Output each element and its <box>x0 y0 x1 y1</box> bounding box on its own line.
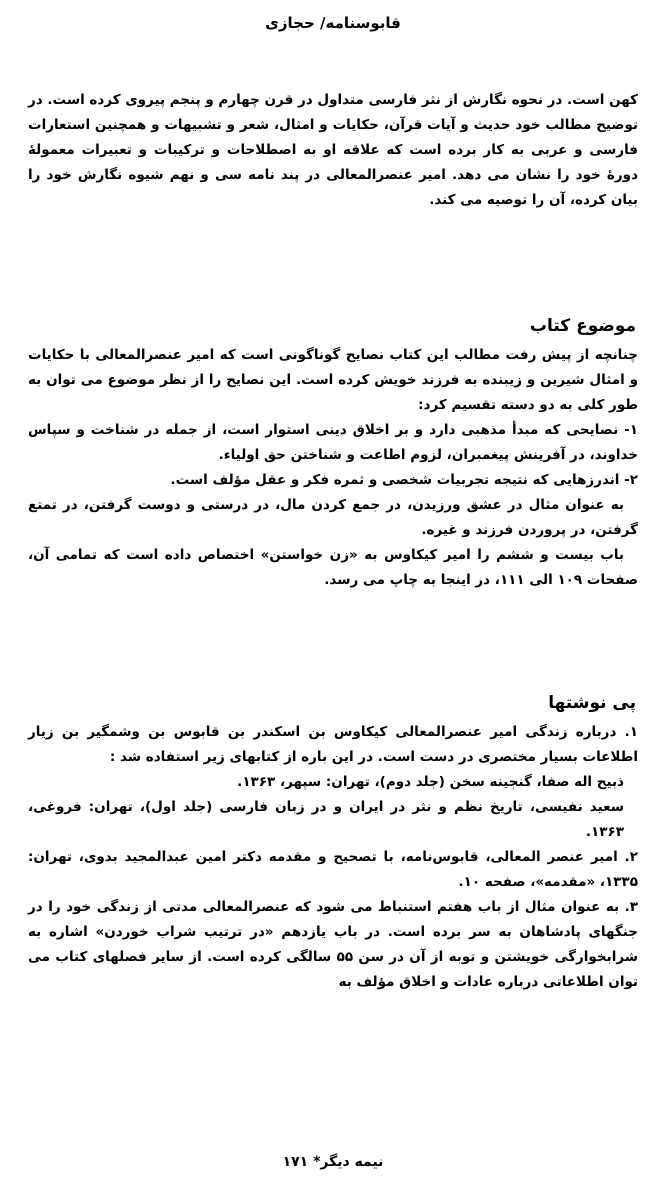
note-1-citation-1: ذبیح اله صفا، گنجینه سخن (جلد دوم)، تهران: سپهر، ۱۳۶۳. <box>237 774 624 790</box>
note-3: ۳. به عنوان مثال از باب هفتم استنباط می شود که عنصرالمعالی مدتی از زندگی خود را در جنگهای پادشاهان به سر برده است. در باب یازدهم «در ترتیب شراب خوردن» اشاره به شرابخوارگی خویشتن و توبه از آن در سن ۵۵ سالگی کرده است. از سایر فصلهای کتاب می توان اطلاعاتی درباره عادات و اخلاق مؤلف به <box>28 899 638 990</box>
running-head: قابوسنامه/ حجازی <box>265 14 401 32</box>
intro-paragraph-block <box>28 88 638 213</box>
subject-paragraph: چنانچه از پیش رفت مطالب این کتاب نصایح گوناگونی است که امیر عنصرالمعالی با حکایات و امثال شیرین و زیبنده به فرزند خویش کرده است. این نصایح را از نظر موضوع می توان به طور کلی به دو دسته تقسیم کرد: <box>28 347 638 413</box>
subject-chapter-note: باب بیست و ششم را امیر کیکاوس به «زن خواستن» اختصاص داده است که تمامی آن، صفحات ۱۰۹ الی ۱۱۱، در اینجا به چاپ می رسد. <box>28 547 638 588</box>
note-2: ۲. امیر عنصر المعالی، قابوس‌نامه، با تصحیح و مقدمه دکتر امین عبدالمجید بدوی، تهران: ۱۳۳۵، «مقدمه»، صفحه ۱۰. <box>28 849 638 890</box>
page-number: نیمه دیگر* ۱۷۱ <box>282 1154 384 1170</box>
subject-heading: موضوع کتاب <box>529 316 636 336</box>
notes-heading: پی نوشتها <box>548 693 636 713</box>
note-1-citation-2: سعید نفیسی، تاریخ نظم و نثر در ایران و در زبان فارسی (جلد اول)، تهران: فروغی، ۱۳۶۳. <box>28 799 624 840</box>
document-page <box>28 0 638 1200</box>
intro-paragraph: کهن است. در نحوه نگارش از نثر فارسی متداول در قرن چهارم و پنجم پیروی کرده است. در توضیح مطالب خود حدیث و آیات قرآن، حکایات و امثال، شعر و تشبیهات و همچنین استعارات فارسی و عربی به کار برده است که علاقه او به اصطلاحات و ترکیبات و تعبیرات معمولهٔ دورهٔ خود را نشان می دهد. امیر عنصرالمعالی در پند نامه سی و نهم شیوه نگارش خود را بیان کرده، آن را توصیه می کند. <box>28 92 638 208</box>
subject-list-item-1: ۱- نصایحی که مبدأ مذهبی دارد و بر اخلاق دینی استوار است، از جمله در شناخت و سپاس خداوند، در آفرینش پیغمبران، لزوم اطاعت و شناختن حق اولیاء. <box>28 422 638 463</box>
subject-examples: به عنوان مثال در عشق ورزیدن، در جمع کردن مال، در درستی و دوست گرفتن، در تمتع گرفتن، در پروردن فرزند و غیره. <box>28 497 638 538</box>
subject-section-body <box>28 343 638 593</box>
note-1: ۱. درباره زندگی امیر عنصرالمعالی کیکاوس بن اسکندر بن قابوس بن وشمگیر بن زیار اطلاعات بسیار مختصری در دست است. در این باره از کتابهای زیر استفاده شد : <box>28 724 638 765</box>
notes-section-body <box>28 720 638 995</box>
subject-list-item-2: ۲- اندرزهایی که نتیجه تجربیات شخصی و ثمره فکر و عقل مؤلف است. <box>170 472 638 488</box>
